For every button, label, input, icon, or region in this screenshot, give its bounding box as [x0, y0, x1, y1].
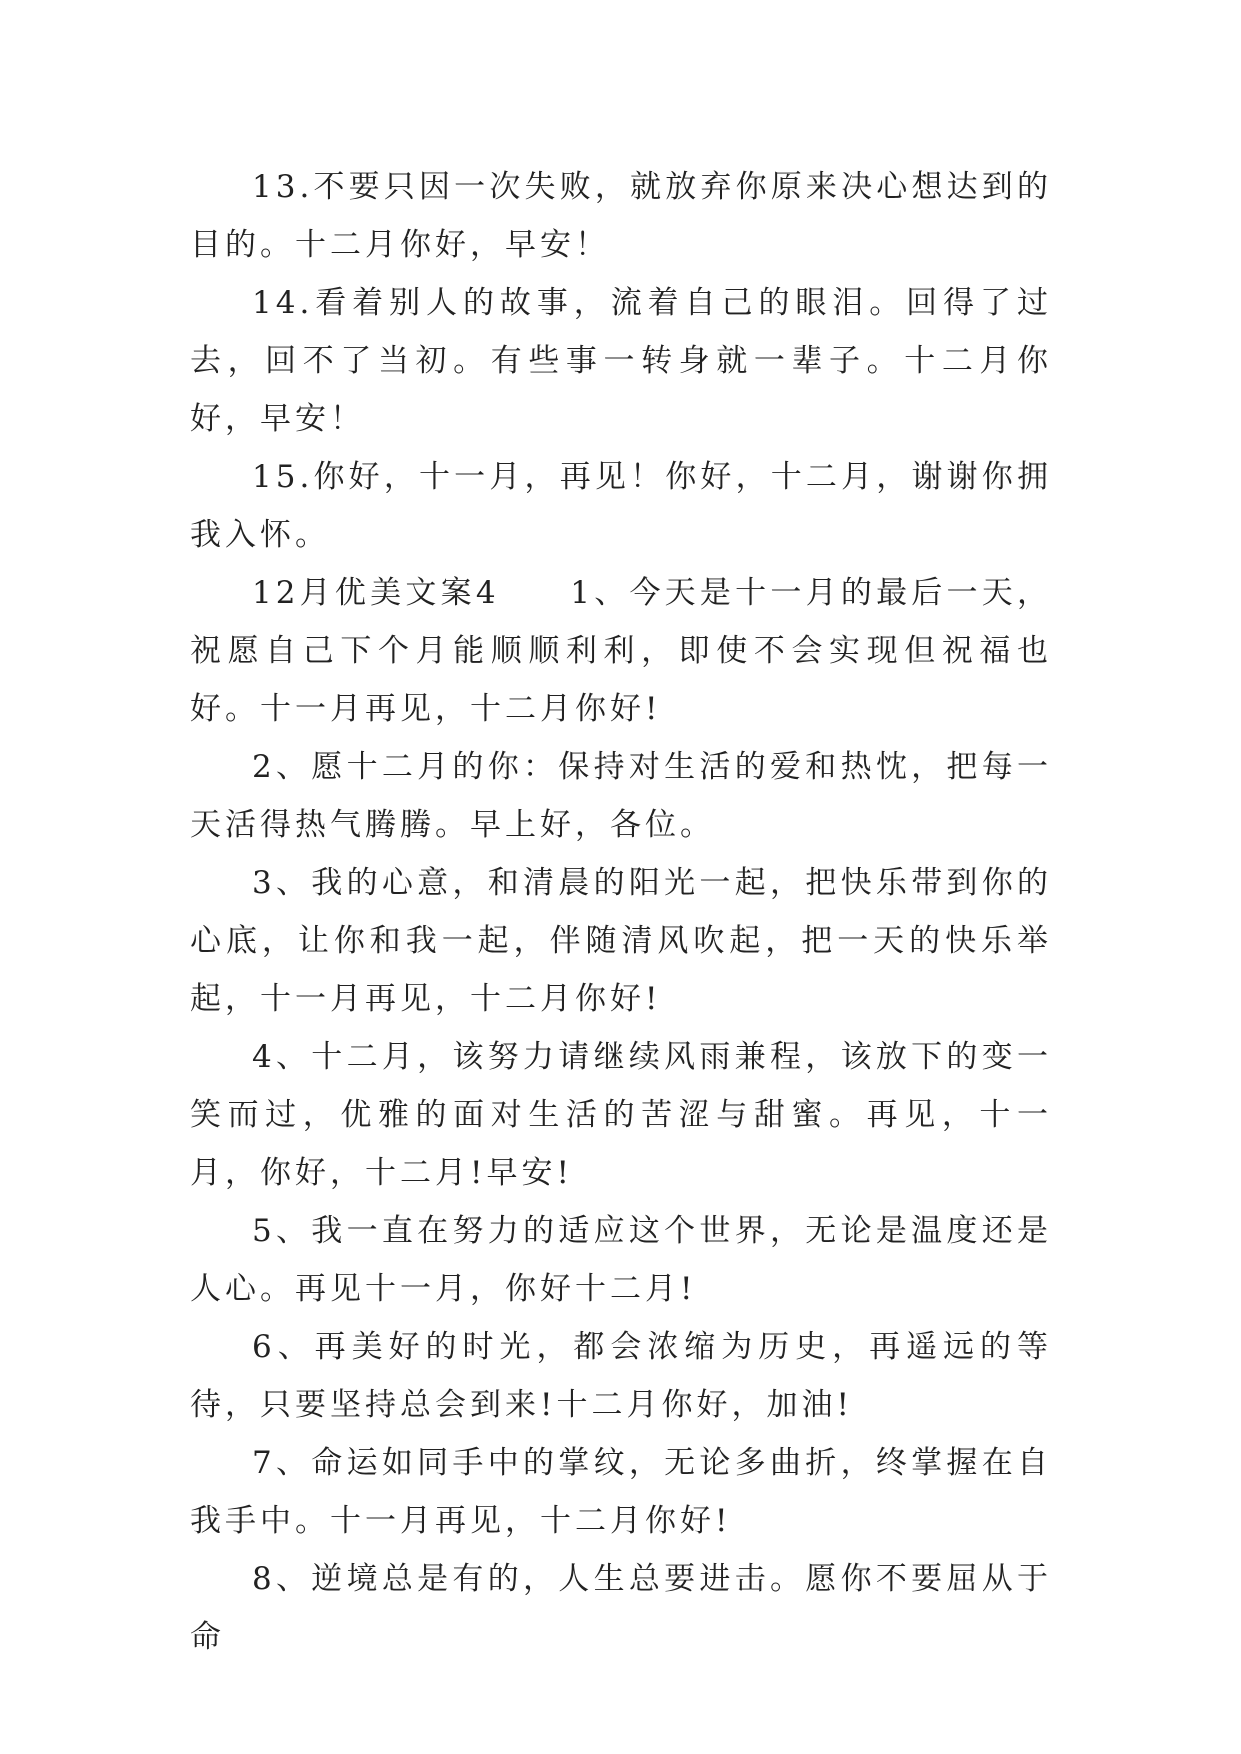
paragraph-14: 14.看着别人的故事，流着自己的眼泪。回得了过去，回不了当初。有些事一转身就一辈子。十二月你好，早安！ [190, 285, 1052, 437]
paragraph-15: 15.你好，十一月，再见！你好，十二月，谢谢你拥我入怀。 [190, 459, 1052, 553]
paragraph-item-2: 2、愿十二月的你：保持对生活的爱和热忱，把每一天活得热气腾腾。早上好，各位。 [190, 749, 1052, 843]
paragraph-section-4-item-1: 12月优美文案4 1、今天是十一月的最后一天，祝愿自己下个月能顺顺利利，即使不会实现但祝福也好。十一月再见，十二月你好! [190, 575, 1052, 727]
paragraph-13: 13.不要只因一次失败，就放弃你原来决心想达到的目的。十二月你好，早安！ [190, 169, 1052, 263]
paragraph-item-8: 8、逆境总是有的，人生总要进击。愿你不要屈从于命 [190, 1561, 1052, 1655]
paragraph-item-6: 6、再美好的时光，都会浓缩为历史，再遥远的等待，只要坚持总会到来!十二月你好，加油! [190, 1329, 1052, 1423]
paragraph-item-3: 3、我的心意，和清晨的阳光一起，把快乐带到你的心底，让你和我一起，伴随清风吹起，把一天的快乐举起，十一月再见，十二月你好! [190, 865, 1052, 1017]
paragraph-item-5: 5、我一直在努力的适应这个世界，无论是温度还是人心。再见十一月，你好十二月! [190, 1213, 1052, 1307]
document-body [190, 158, 1052, 1666]
paragraph-item-7: 7、命运如同手中的掌纹，无论多曲折，终掌握在自我手中。十一月再见，十二月你好! [190, 1445, 1052, 1539]
paragraph-item-4: 4、十二月，该努力请继续风雨兼程，该放下的变一笑而过，优雅的面对生活的苦涩与甜蜜。再见，十一月，你好，十二月!早安! [190, 1039, 1052, 1191]
